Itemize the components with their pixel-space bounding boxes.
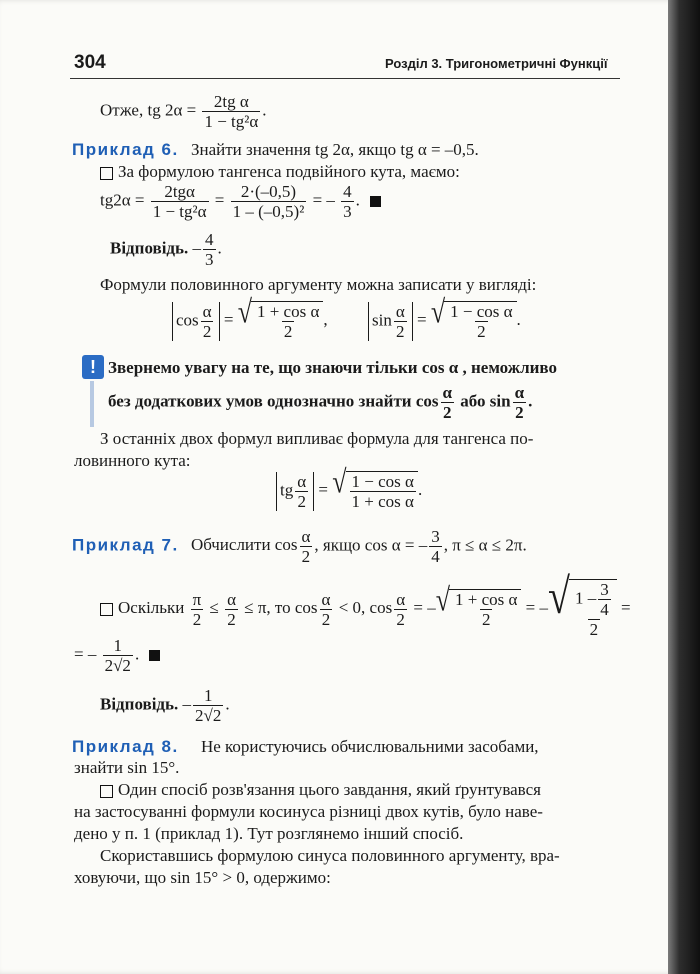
example-6-text: Знайти значення tg 2α, якщо tg α = –0,5.: [190, 140, 479, 159]
example-8-text: Не користуючись обчислювальними засобами,: [200, 737, 539, 756]
numerator: α: [514, 383, 525, 402]
numerator: π: [192, 589, 202, 609]
radical-icon: √: [237, 293, 252, 330]
numerator: 3: [431, 527, 440, 546]
fraction: [350, 472, 416, 511]
fraction: [429, 527, 442, 566]
denominator: 1 – (–0,5)²: [232, 202, 305, 221]
numerator: 1 + cos α: [455, 590, 518, 609]
example-6-statement: [72, 139, 479, 160]
square-root: [237, 293, 324, 341]
numerator: α: [396, 589, 406, 609]
numerator: 1 − cos α: [351, 472, 414, 491]
example-6-label: Приклад 6.: [72, 140, 179, 159]
fraction: [299, 527, 312, 566]
fraction: [231, 182, 307, 221]
numerator: 2tgα: [164, 182, 195, 201]
note-text: або sin: [460, 391, 511, 411]
numerator: α: [442, 383, 452, 402]
denominator: 1 − tg²α: [152, 202, 207, 221]
answer-label: Відповідь.: [110, 238, 189, 258]
fraction: [598, 580, 611, 619]
example-6-calculation: [100, 182, 381, 221]
example-8-text-line2: знайти sin 15°.: [74, 758, 180, 777]
punct: .: [516, 309, 521, 329]
fraction: [201, 302, 214, 341]
fraction: [103, 636, 133, 675]
example-6-answer: [110, 230, 222, 269]
solution-start-box-icon: [100, 785, 113, 798]
fraction: [341, 182, 354, 221]
le-sign: ≤: [209, 597, 219, 617]
denominator: 2: [515, 403, 524, 422]
equals: = –: [312, 190, 335, 210]
example-7-label: Приклад 7.: [72, 535, 179, 555]
denominator: 2: [481, 610, 491, 629]
solution-text: < 0, cos: [338, 597, 393, 617]
example-7-result: [74, 636, 160, 675]
equals: =: [318, 479, 328, 499]
square-root: [435, 581, 522, 629]
denominator: 1 − tg²α: [204, 112, 259, 131]
fraction: [225, 590, 238, 629]
half-angle-cos-formula: [172, 293, 328, 341]
example-6-solution-intro: [100, 161, 460, 182]
fraction: [203, 230, 216, 269]
square-root: [430, 293, 517, 341]
header-rule: [70, 78, 620, 79]
equals: =: [223, 309, 234, 329]
example-7-text: Обчислити cos: [190, 535, 298, 555]
example-7-solution: [100, 567, 631, 639]
denominator: 2: [321, 609, 331, 629]
note-line-2: [108, 383, 532, 422]
example-8-p1-line2: на застосуванні формули косинуса різниці двох кутів, було наве-: [74, 802, 543, 821]
example-8-p2-line2: ховуючи, що sin 15° > 0, одержимо:: [74, 868, 331, 887]
numerator: 1: [113, 636, 123, 655]
tan-half-formula: [276, 463, 423, 511]
example-8-p1-line1: [100, 779, 541, 800]
fraction: [295, 472, 308, 511]
denominator: 2: [301, 547, 311, 566]
equals: = –: [525, 597, 549, 617]
solution-start-box-icon: [100, 167, 113, 180]
exclamation-icon: !: [82, 355, 104, 379]
fraction: [394, 590, 407, 629]
fraction: [448, 302, 514, 341]
solution-text: Оскільки: [118, 597, 185, 617]
numerator: 4: [205, 230, 214, 249]
fraction: [202, 92, 260, 131]
numerator: α: [321, 589, 331, 609]
note-line-1: Звернемо увагу на те, що знаючи тільки cos α , неможливо: [108, 358, 557, 377]
page-number: 304: [74, 52, 106, 73]
square-root: [548, 567, 617, 639]
radical-icon: √: [430, 293, 446, 330]
radical-icon: √: [332, 463, 347, 500]
half-angle-intro: Формули половинного аргументу можна записати у вигляді:: [100, 275, 537, 294]
fn-tg: tg: [280, 479, 294, 499]
equals: = –: [74, 644, 97, 664]
running-title: Розділ 3. Тригонометричні Функції: [385, 56, 608, 71]
numerator: 2tg α: [213, 92, 249, 111]
denominator: 2: [192, 609, 202, 629]
numerator: 1 + cos α: [256, 302, 320, 321]
qed-square-icon: [149, 650, 160, 661]
fn-cos: cos: [176, 309, 199, 329]
abs-value: [368, 302, 413, 341]
radical-icon: √: [548, 567, 570, 624]
numerator: α: [227, 589, 237, 609]
minus: –: [182, 694, 192, 714]
equals: = –: [413, 597, 436, 617]
example-7-text: , якщо cos α = –: [314, 535, 428, 555]
punct: .: [355, 190, 360, 210]
fraction: [191, 590, 204, 629]
example-8-p1-line3: дено у п. 1 (приклад 1). Тут розглянемо інший спосіб.: [74, 824, 464, 843]
fraction: [573, 580, 615, 639]
denominator: 2√2: [104, 656, 131, 675]
minus: –: [192, 238, 202, 258]
fraction: [513, 383, 527, 422]
equals: =: [417, 309, 427, 329]
numerator: α: [301, 527, 311, 546]
example-7-answer: [100, 686, 230, 725]
denominator: 2: [589, 620, 599, 639]
numerator: α: [297, 471, 307, 491]
abs-value: [276, 472, 314, 511]
numerator-text: 1 –: [574, 588, 597, 608]
numerator: α: [202, 301, 212, 321]
tan-half-intro-2: ловинного кута:: [74, 451, 191, 470]
numerator: 2·(–0,5): [240, 182, 297, 201]
punct: .: [417, 479, 423, 499]
solution-text: За формулою тангенса подвійного кута, маємо:: [118, 162, 460, 181]
solution-text: ≤ π, то cos: [244, 597, 318, 617]
punct: .: [262, 100, 267, 120]
example-8-p2-line1: Скориставшись формулою синуса половинного аргументу, вра-: [100, 846, 560, 865]
fraction: [453, 590, 519, 629]
numerator: 4: [343, 182, 352, 201]
denominator: 2: [283, 322, 293, 341]
tan-half-intro-1: З останніх двох формул випливає формула для тангенса по-: [100, 429, 534, 448]
numerator: 1 − cos α: [450, 302, 513, 321]
denominator: 3: [205, 250, 214, 269]
denominator: 2: [227, 609, 236, 629]
solution-start-box-icon: [100, 603, 113, 616]
punct: .: [134, 644, 140, 664]
numerator: α: [395, 301, 405, 321]
equals: =: [620, 597, 631, 617]
fraction: [320, 590, 333, 629]
equals: =: [214, 190, 225, 210]
denominator: 2: [477, 322, 486, 341]
half-angle-sin-formula: [368, 293, 521, 341]
denominator: 4: [600, 600, 609, 619]
text-otzhe: Отже,: [100, 100, 144, 120]
answer-label: Відповідь.: [100, 694, 179, 714]
note-bar: [90, 381, 94, 427]
fraction: [441, 383, 455, 422]
punct: .: [217, 238, 222, 258]
example-8-statement: [72, 736, 539, 757]
numerator: 1: [203, 686, 213, 705]
fraction: [193, 686, 223, 725]
example-7-text: , π ≤ α ≤ 2π.: [443, 535, 527, 555]
numerator: 3: [600, 580, 609, 599]
punct: ,: [323, 309, 328, 329]
radical-icon: √: [435, 581, 451, 618]
paragraph-text: Один спосіб розв'язання цього завдання, який ґрунтувався: [118, 780, 541, 799]
denominator: 2√2: [195, 706, 222, 725]
denominator: 3: [343, 202, 352, 221]
qed-square-icon: [370, 196, 381, 207]
denominator: 2: [443, 403, 452, 422]
example-8-label: Приклад 8.: [72, 737, 179, 756]
denominator: 2: [396, 609, 405, 629]
formula-tg2a: [100, 92, 267, 131]
punct: .: [528, 391, 533, 411]
book-spine-shadow: [668, 0, 700, 974]
punct: .: [225, 694, 230, 714]
denominator: 1 + cos α: [351, 492, 414, 511]
denominator: 4: [431, 547, 440, 566]
note-text: без додаткових умов однозначно знайти cos: [108, 391, 439, 411]
fraction: [255, 302, 321, 341]
denominator: 2: [396, 321, 405, 341]
abs-value: [172, 302, 220, 341]
denominator: 2: [202, 321, 212, 341]
numerator: [573, 580, 615, 619]
square-root: [332, 463, 418, 511]
fraction: [151, 182, 209, 221]
fn-sin: sin: [372, 309, 392, 329]
denominator: 2: [297, 491, 306, 511]
example-7-statement: [72, 527, 527, 566]
fraction: [394, 302, 407, 341]
formula-lhs: tg 2α =: [147, 100, 197, 120]
formula-lhs: tg2α =: [100, 190, 145, 210]
